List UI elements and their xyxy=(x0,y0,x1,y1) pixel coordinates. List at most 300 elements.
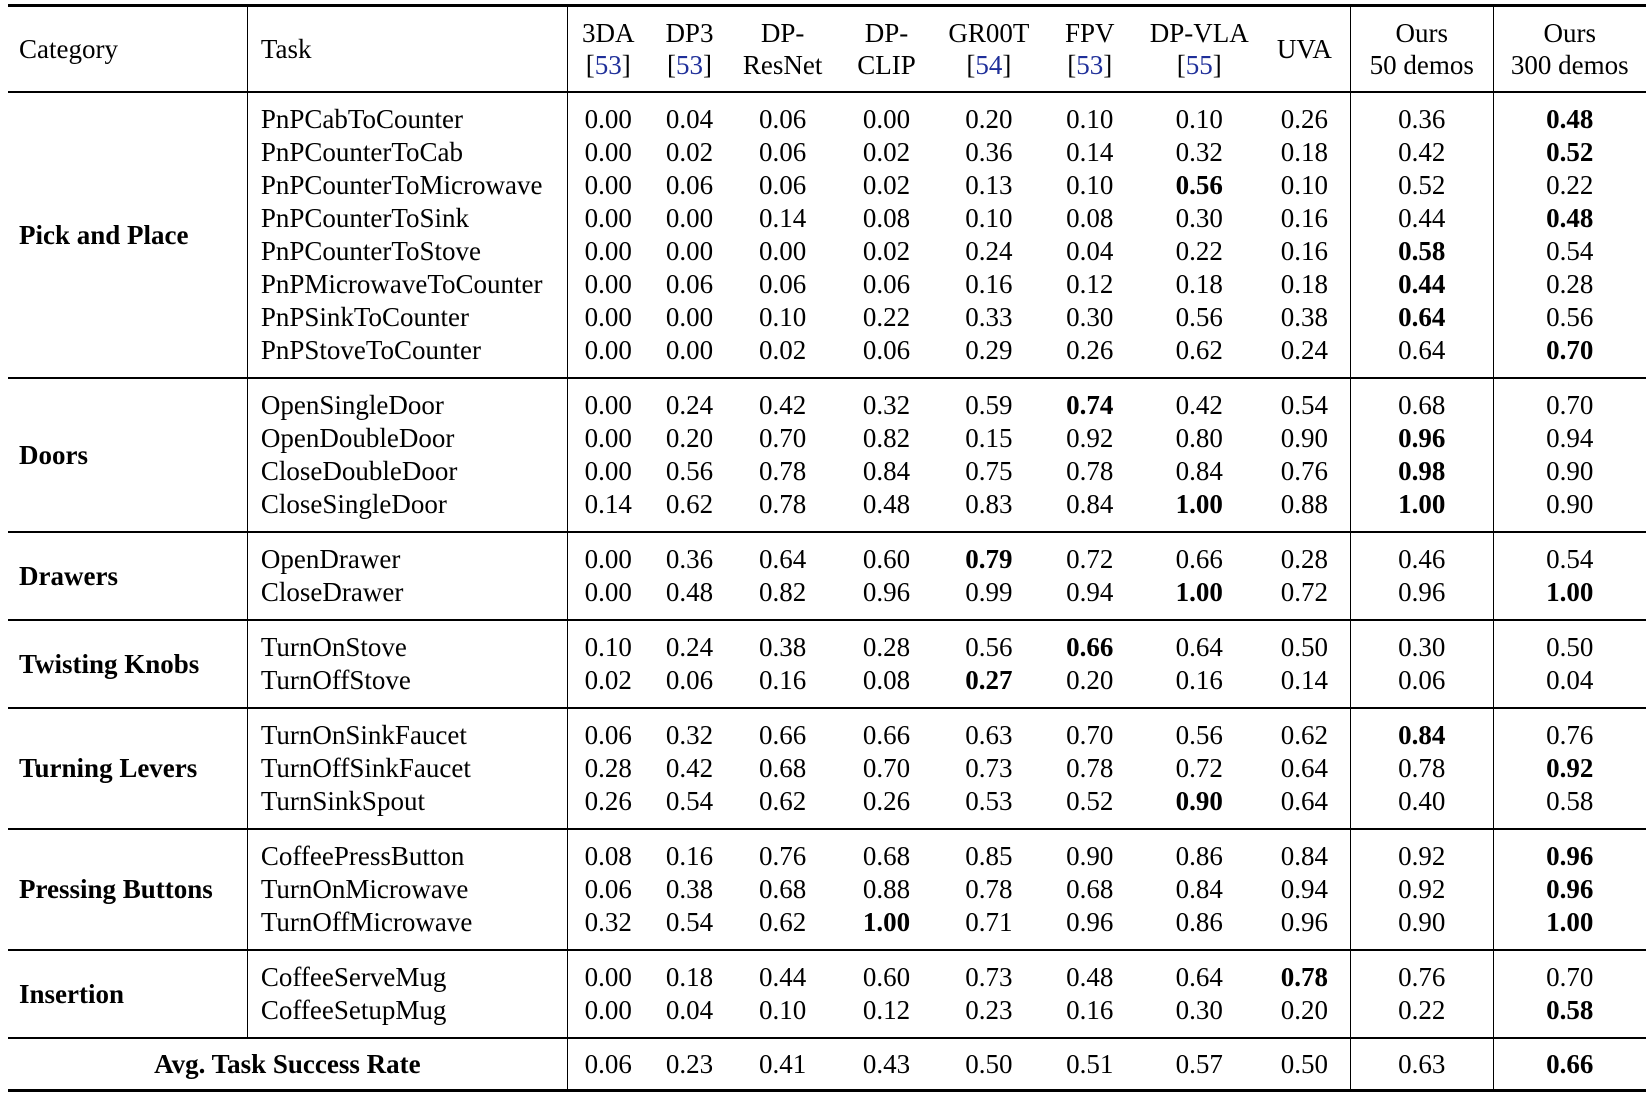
value-cell: 0.36 xyxy=(665,544,714,574)
value-cell: 0.18 xyxy=(1280,269,1329,299)
value-cell: 0.20 xyxy=(1280,995,1329,1025)
value-cell: 0.26 xyxy=(1280,104,1329,134)
task-name: PnPCounterToMicrowave xyxy=(247,169,567,202)
value-cell: 0.13 xyxy=(965,170,1013,200)
table-row xyxy=(8,202,1646,235)
value-cell: 0.02 xyxy=(862,137,911,167)
value-cell: 0.28 xyxy=(1280,544,1329,574)
value-cell: 0.23 xyxy=(965,995,1013,1025)
value-cell: 0.84 xyxy=(1280,841,1329,871)
header-method-8 xyxy=(1351,6,1494,93)
value-cell: 0.22 xyxy=(1175,236,1223,266)
value-cell: 0.24 xyxy=(665,390,714,420)
value-cell: 0.62 xyxy=(1175,335,1223,365)
category-group xyxy=(8,708,1646,829)
task-name: PnPCounterToStove xyxy=(247,235,567,268)
value-cell: 0.90 xyxy=(1066,841,1114,871)
table-row xyxy=(8,92,1646,136)
value-cell: 0.22 xyxy=(1493,169,1646,202)
table-row xyxy=(8,235,1646,268)
value-cell: 0.53 xyxy=(965,786,1013,816)
task-name: PnPMicrowaveToCounter xyxy=(247,268,567,301)
value-cell: 0.27 xyxy=(965,665,1013,695)
value-cell: 0.92 xyxy=(1351,873,1494,906)
task-name: PnPCounterToSink xyxy=(247,202,567,235)
value-cell: 1.00 xyxy=(862,907,911,937)
category-group xyxy=(8,92,1646,378)
header-method-citation: [54] xyxy=(966,50,1012,80)
value-cell: 0.06 xyxy=(567,873,648,906)
value-cell: 0.68 xyxy=(1351,378,1494,422)
category-group xyxy=(8,378,1646,532)
header-method-subtitle: CLIP xyxy=(857,50,916,80)
value-cell: 0.64 xyxy=(1175,962,1223,992)
value-cell: 0.71 xyxy=(965,907,1013,937)
value-cell: 0.54 xyxy=(665,786,714,816)
value-cell: 0.96 xyxy=(1493,829,1646,873)
value-cell: 0.00 xyxy=(567,994,648,1038)
value-cell: 0.08 xyxy=(567,829,648,873)
table-row xyxy=(8,829,1646,873)
value-cell: 0.10 xyxy=(759,302,807,332)
value-cell: 0.16 xyxy=(1280,236,1329,266)
task-name: OpenDoubleDoor xyxy=(247,422,567,455)
task-name: CoffeeSetupMug xyxy=(247,994,567,1038)
value-cell: 0.00 xyxy=(567,301,648,334)
value-cell: 0.48 xyxy=(1493,202,1646,235)
value-cell: 0.54 xyxy=(1280,390,1329,420)
table-row xyxy=(8,455,1646,488)
value-cell: 0.70 xyxy=(1493,378,1646,422)
value-cell: 0.28 xyxy=(1493,268,1646,301)
value-cell: 0.56 xyxy=(965,632,1013,662)
value-cell: 0.56 xyxy=(1493,301,1646,334)
value-cell: 0.94 xyxy=(1066,577,1114,607)
value-cell: 0.68 xyxy=(759,753,807,783)
value-cell: 0.88 xyxy=(862,874,911,904)
header-method-7 xyxy=(1259,6,1351,93)
value-cell: 0.56 xyxy=(1175,720,1223,750)
category-label: Doors xyxy=(19,439,88,470)
value-cell: 0.86 xyxy=(1175,841,1223,871)
table-row xyxy=(8,378,1646,422)
header-method-6 xyxy=(1140,6,1259,93)
task-name: PnPCabToCounter xyxy=(247,92,567,136)
value-cell: 0.66 xyxy=(1175,544,1223,574)
header-method-subtitle: 50 demos xyxy=(1369,50,1474,80)
value-cell: 0.00 xyxy=(567,576,648,620)
value-cell: 0.60 xyxy=(862,544,911,574)
task-name: OpenSingleDoor xyxy=(247,378,567,422)
value-cell: 0.84 xyxy=(862,456,911,486)
value-cell: 0.08 xyxy=(862,665,911,695)
value-cell: 0.96 xyxy=(1066,907,1114,937)
value-cell: 0.70 xyxy=(759,423,807,453)
value-cell: 0.50 xyxy=(1493,620,1646,664)
value-cell: 0.24 xyxy=(665,632,714,662)
value-cell: 0.72 xyxy=(1280,577,1329,607)
value-cell: 0.75 xyxy=(965,456,1013,486)
value-cell: 0.86 xyxy=(1175,907,1223,937)
header-method-3 xyxy=(835,6,938,93)
value-cell: 0.96 xyxy=(1351,576,1494,620)
value-cell: 0.96 xyxy=(1351,422,1494,455)
value-cell: 0.26 xyxy=(1066,335,1114,365)
table-row xyxy=(8,334,1646,378)
value-cell: 0.66 xyxy=(862,720,911,750)
value-cell: 1.00 xyxy=(1493,576,1646,620)
value-cell: 0.00 xyxy=(665,302,714,332)
value-cell: 0.04 xyxy=(1066,236,1114,266)
value-cell: 0.56 xyxy=(1175,302,1223,332)
citation-link[interactable]: 53 xyxy=(1076,50,1104,80)
value-cell: 0.43 xyxy=(862,1049,911,1079)
header-method-name: DP3 xyxy=(665,18,714,48)
header-method-9 xyxy=(1493,6,1646,93)
task-name: TurnOnSinkFaucet xyxy=(247,708,567,752)
header-method-name: DP- xyxy=(760,18,805,48)
value-cell: 0.62 xyxy=(665,489,714,519)
value-cell: 0.00 xyxy=(759,236,807,266)
header-task: Task xyxy=(247,6,567,93)
value-cell: 0.48 xyxy=(1493,92,1646,136)
citation-link[interactable]: 53 xyxy=(675,50,703,80)
value-cell: 0.02 xyxy=(567,664,648,708)
header-method-2 xyxy=(730,6,835,93)
header-method-name: Ours xyxy=(1543,18,1597,48)
table-row xyxy=(8,169,1646,202)
table-row xyxy=(8,268,1646,301)
header-method-5 xyxy=(1040,6,1140,93)
value-cell: 0.06 xyxy=(567,1038,648,1091)
value-cell: 0.08 xyxy=(862,203,911,233)
table-row xyxy=(8,752,1646,785)
value-cell: 0.58 xyxy=(1351,235,1494,268)
value-cell: 0.76 xyxy=(1493,708,1646,752)
value-cell: 0.46 xyxy=(1351,532,1494,576)
value-cell: 0.04 xyxy=(665,104,714,134)
value-cell: 0.00 xyxy=(567,950,648,994)
value-cell: 0.44 xyxy=(759,962,807,992)
average-label: Avg. Task Success Rate xyxy=(154,1049,421,1079)
category-group xyxy=(8,950,1646,1038)
value-cell: 0.90 xyxy=(1175,786,1223,816)
value-cell: 0.73 xyxy=(965,962,1013,992)
value-cell: 0.52 xyxy=(1066,786,1114,816)
value-cell: 0.00 xyxy=(567,235,648,268)
value-cell: 0.82 xyxy=(759,577,807,607)
value-cell: 0.48 xyxy=(862,489,911,519)
value-cell: 0.14 xyxy=(567,488,648,532)
value-cell: 0.16 xyxy=(665,841,714,871)
value-cell: 0.04 xyxy=(1493,664,1646,708)
value-cell: 0.44 xyxy=(1351,202,1494,235)
value-cell: 0.72 xyxy=(1175,753,1223,783)
task-name: PnPCounterToCab xyxy=(247,136,567,169)
value-cell: 0.26 xyxy=(862,786,911,816)
category-label: Drawers xyxy=(19,560,118,591)
category-label: Insertion xyxy=(19,978,125,1009)
value-cell: 0.68 xyxy=(1066,874,1114,904)
value-cell: 0.00 xyxy=(862,104,911,134)
value-cell: 0.64 xyxy=(1351,301,1494,334)
value-cell: 0.92 xyxy=(1493,752,1646,785)
table-row xyxy=(8,488,1646,532)
value-cell: 0.14 xyxy=(1280,665,1329,695)
value-cell: 0.70 xyxy=(862,753,911,783)
value-cell: 0.10 xyxy=(1175,104,1223,134)
value-cell: 0.00 xyxy=(567,422,648,455)
value-cell: 0.59 xyxy=(965,390,1013,420)
value-cell: 0.48 xyxy=(665,577,714,607)
average-row xyxy=(8,1038,1646,1091)
value-cell: 0.58 xyxy=(1493,994,1646,1038)
value-cell: 0.38 xyxy=(665,874,714,904)
citation-link[interactable]: 55 xyxy=(1185,50,1213,80)
task-name: TurnOffStove xyxy=(247,664,567,708)
value-cell: 0.20 xyxy=(665,423,714,453)
header-method-subtitle: 300 demos xyxy=(1510,50,1629,80)
value-cell: 0.78 xyxy=(1351,752,1494,785)
value-cell: 0.00 xyxy=(567,169,648,202)
value-cell: 0.64 xyxy=(1280,753,1329,783)
header-method-citation: [53] xyxy=(1067,50,1113,80)
value-cell: 0.23 xyxy=(665,1049,714,1079)
value-cell: 0.84 xyxy=(1175,456,1223,486)
category-group xyxy=(8,620,1646,708)
value-cell: 0.90 xyxy=(1493,455,1646,488)
value-cell: 0.48 xyxy=(1066,962,1114,992)
value-cell: 0.64 xyxy=(759,544,807,574)
value-cell: 0.63 xyxy=(965,720,1013,750)
value-cell: 0.54 xyxy=(1493,235,1646,268)
value-cell: 0.50 xyxy=(965,1049,1013,1079)
header-method-name: 3DA xyxy=(581,18,635,48)
value-cell: 0.30 xyxy=(1175,203,1223,233)
category-group xyxy=(8,829,1646,950)
value-cell: 0.42 xyxy=(759,390,807,420)
header-category: Category xyxy=(8,6,247,93)
value-cell: 0.30 xyxy=(1175,995,1223,1025)
table-row xyxy=(8,664,1646,708)
header-method-name: DP- xyxy=(864,18,909,48)
value-cell: 0.83 xyxy=(965,489,1013,519)
value-cell: 0.00 xyxy=(665,236,714,266)
value-cell: 0.38 xyxy=(759,632,807,662)
header-method-name: UVA xyxy=(1276,34,1332,64)
value-cell: 0.73 xyxy=(965,753,1013,783)
header-method-citation: [55] xyxy=(1176,50,1222,80)
category-label: Pick and Place xyxy=(19,219,189,250)
value-cell: 0.96 xyxy=(1280,907,1329,937)
value-cell: 0.00 xyxy=(567,334,648,378)
value-cell: 0.06 xyxy=(759,170,807,200)
value-cell: 0.62 xyxy=(759,786,807,816)
value-cell: 0.32 xyxy=(862,390,911,420)
header-method-name: Ours xyxy=(1395,18,1449,48)
value-cell: 0.62 xyxy=(1280,720,1329,750)
header-method-citation: [53] xyxy=(666,50,712,80)
table-header xyxy=(8,6,1646,93)
value-cell: 0.72 xyxy=(1066,544,1114,574)
task-name: TurnOffMicrowave xyxy=(247,906,567,950)
value-cell: 0.42 xyxy=(1175,390,1223,420)
value-cell: 0.14 xyxy=(1066,137,1114,167)
value-cell: 0.66 xyxy=(759,720,807,750)
value-cell: 0.06 xyxy=(1351,664,1494,708)
task-name: CoffeePressButton xyxy=(247,829,567,873)
value-cell: 0.42 xyxy=(665,753,714,783)
value-cell: 0.02 xyxy=(862,170,911,200)
value-cell: 0.12 xyxy=(1066,269,1114,299)
value-cell: 0.64 xyxy=(1280,786,1329,816)
table-row xyxy=(8,785,1646,829)
value-cell: 0.52 xyxy=(1493,136,1646,169)
value-cell: 0.20 xyxy=(965,104,1013,134)
value-cell: 0.10 xyxy=(759,995,807,1025)
category-label: Twisting Knobs xyxy=(19,648,200,679)
value-cell: 0.76 xyxy=(759,841,807,871)
value-cell: 0.74 xyxy=(1066,390,1114,420)
value-cell: 0.63 xyxy=(1351,1038,1494,1091)
value-cell: 0.06 xyxy=(862,335,911,365)
value-cell: 0.42 xyxy=(1351,136,1494,169)
value-cell: 0.38 xyxy=(1280,302,1329,332)
value-cell: 0.70 xyxy=(1493,950,1646,994)
value-cell: 0.96 xyxy=(862,577,911,607)
value-cell: 0.90 xyxy=(1280,423,1329,453)
value-cell: 0.76 xyxy=(1351,950,1494,994)
header-method-citation: [53] xyxy=(585,50,631,80)
table-row xyxy=(8,950,1646,994)
value-cell: 0.98 xyxy=(1351,455,1494,488)
task-name: PnPStoveToCounter xyxy=(247,334,567,378)
task-name: TurnOffSinkFaucet xyxy=(247,752,567,785)
value-cell: 0.06 xyxy=(665,269,714,299)
value-cell: 0.84 xyxy=(1066,489,1114,519)
value-cell: 0.94 xyxy=(1280,874,1329,904)
value-cell: 0.06 xyxy=(862,269,911,299)
value-cell: 0.10 xyxy=(1066,104,1114,134)
header-method-name: GR00T xyxy=(948,18,1030,48)
header-method-4 xyxy=(938,6,1040,93)
value-cell: 0.32 xyxy=(665,720,714,750)
value-cell: 0.06 xyxy=(665,170,714,200)
value-cell: 0.32 xyxy=(1175,137,1223,167)
value-cell: 0.10 xyxy=(1280,170,1329,200)
header-method-name: DP-VLA xyxy=(1149,18,1249,48)
value-cell: 0.68 xyxy=(759,874,807,904)
table-row xyxy=(8,532,1646,576)
value-cell: 0.94 xyxy=(1493,422,1646,455)
header-method-name: FPV xyxy=(1064,18,1115,48)
value-cell: 0.92 xyxy=(1066,423,1114,453)
value-cell: 0.20 xyxy=(1066,665,1114,695)
value-cell: 0.06 xyxy=(567,708,648,752)
value-cell: 0.24 xyxy=(1280,335,1329,365)
value-cell: 0.02 xyxy=(862,236,911,266)
value-cell: 0.36 xyxy=(1351,92,1494,136)
value-cell: 0.90 xyxy=(1351,906,1494,950)
value-cell: 0.00 xyxy=(567,532,648,576)
value-cell: 0.30 xyxy=(1066,302,1114,332)
value-cell: 0.44 xyxy=(1351,268,1494,301)
value-cell: 0.18 xyxy=(665,962,714,992)
table-row xyxy=(8,994,1646,1038)
header-method-0 xyxy=(567,6,648,93)
value-cell: 0.06 xyxy=(665,665,714,695)
category-group xyxy=(8,532,1646,620)
table-row xyxy=(8,576,1646,620)
value-cell: 1.00 xyxy=(1493,906,1646,950)
table-row xyxy=(8,906,1646,950)
value-cell: 0.78 xyxy=(1066,456,1114,486)
value-cell: 0.24 xyxy=(965,236,1013,266)
value-cell: 0.57 xyxy=(1175,1049,1223,1079)
task-name: TurnOnStove xyxy=(247,620,567,664)
value-cell: 0.84 xyxy=(1175,874,1223,904)
value-cell: 0.92 xyxy=(1351,829,1494,873)
value-cell: 0.78 xyxy=(965,874,1013,904)
header-method-subtitle: ResNet xyxy=(742,50,823,80)
table-row xyxy=(8,136,1646,169)
value-cell: 0.96 xyxy=(1493,873,1646,906)
value-cell: 0.54 xyxy=(1493,532,1646,576)
task-name: OpenDrawer xyxy=(247,532,567,576)
results-table-container xyxy=(8,4,1646,1092)
value-cell: 0.06 xyxy=(759,137,807,167)
value-cell: 0.08 xyxy=(1066,203,1114,233)
value-cell: 0.50 xyxy=(1280,1049,1329,1079)
value-cell: 0.22 xyxy=(1351,994,1494,1038)
value-cell: 0.60 xyxy=(862,962,911,992)
value-cell: 0.41 xyxy=(759,1049,807,1079)
task-name: CloseDrawer xyxy=(247,576,567,620)
value-cell: 0.52 xyxy=(1351,169,1494,202)
value-cell: 0.14 xyxy=(759,203,807,233)
value-cell: 0.00 xyxy=(567,378,648,422)
table-row xyxy=(8,301,1646,334)
value-cell: 0.04 xyxy=(665,995,714,1025)
value-cell: 0.00 xyxy=(665,335,714,365)
table-row xyxy=(8,422,1646,455)
value-cell: 0.06 xyxy=(759,269,807,299)
value-cell: 0.00 xyxy=(567,92,648,136)
value-cell: 0.00 xyxy=(665,203,714,233)
value-cell: 0.33 xyxy=(965,302,1013,332)
task-name: CloseDoubleDoor xyxy=(247,455,567,488)
citation-link[interactable]: 53 xyxy=(594,50,622,80)
value-cell: 1.00 xyxy=(1175,489,1223,519)
value-cell: 0.36 xyxy=(965,137,1013,167)
value-cell: 0.10 xyxy=(1066,170,1114,200)
value-cell: 0.79 xyxy=(965,544,1013,574)
value-cell: 0.66 xyxy=(1066,632,1114,662)
value-cell: 0.84 xyxy=(1351,708,1494,752)
value-cell: 0.00 xyxy=(567,455,648,488)
value-cell: 0.58 xyxy=(1493,785,1646,829)
value-cell: 0.64 xyxy=(1175,632,1223,662)
citation-link[interactable]: 54 xyxy=(975,50,1003,80)
task-name: TurnSinkSpout xyxy=(247,785,567,829)
value-cell: 0.70 xyxy=(1493,334,1646,378)
value-cell: 0.88 xyxy=(1280,489,1329,519)
value-cell: 0.99 xyxy=(965,577,1013,607)
value-cell: 0.28 xyxy=(567,752,648,785)
value-cell: 0.30 xyxy=(1351,620,1494,664)
value-cell: 0.22 xyxy=(862,302,911,332)
table-row xyxy=(8,620,1646,664)
